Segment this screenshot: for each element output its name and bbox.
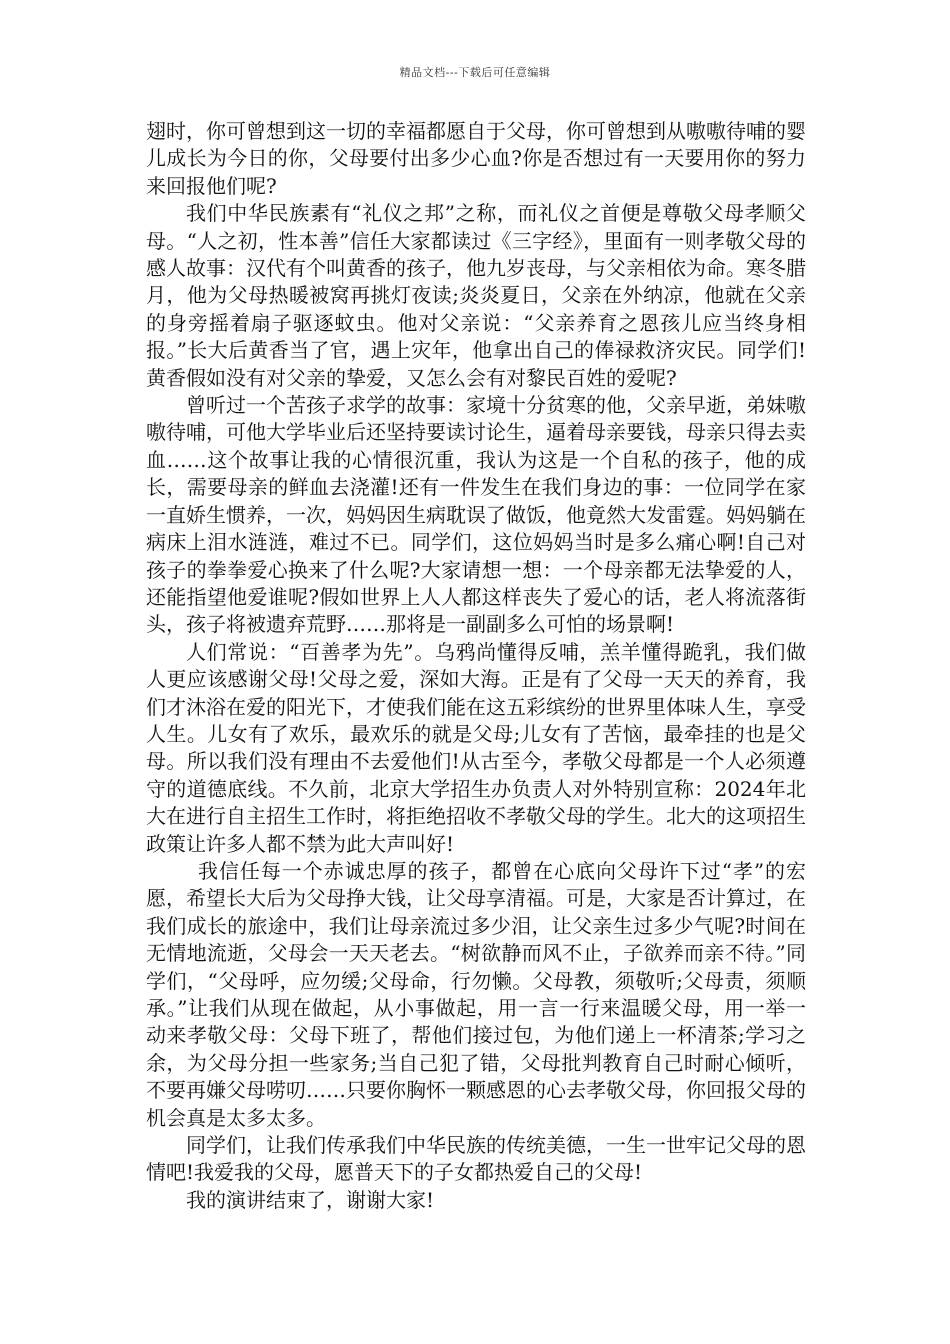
paragraph-5: 我信任每一个赤诚忠厚的孩子，都曾在心底向父母许下过“孝”的宏愿，希望长大后为父母挣大钱，让父母享清福。可是，大家是否计算过，在我们成长的旅途中，我们让母亲流过多少泪，让父亲生过多少气呢?时间在无情地流逝，父母会一天天老去。“树欲静而风不止，子欲养而亲不待。”同学们，“父母呼，应勿缓;父母命，行勿懒。父母教，须敬听;父母责，须顺承。”让我们从现在做起，从小事做起，用一言一行来温暖父母，用一举一动来孝敬父母：父母下班了，帮他们接过包，为他们递上一杯清茶;学习之余，为父母分担一些家务;当自己犯了错，父母批判教育自己时耐心倾听，不要再嫌父母唠叨……只要你胸怀一颗感恩的心去孝敬父母，你回报父母的机会真是太多太多。 bbox=[146, 858, 806, 1130]
document-body bbox=[146, 118, 806, 1214]
paragraph-3: 曾听过一个苦孩子求学的故事：家境十分贫寒的他，父亲早逝，弟妹嗷嗷待哺，可他大学毕业后还坚持要读讨论生，逼着母亲要钱，母亲只得去卖血……这个故事让我的心情很沉重，我认为这是一个自私的孩子，他的成长，需要母亲的鲜血去浇灌!还有一件发生在我们身边的事：一位同学在家一直娇生惯养，一次，妈妈因生病耽误了做饭，他竟然大发雷霆。妈妈躺在病床上泪水涟涟，难过不已。同学们，这位妈妈当时是多么痛心啊!自己对孩子的拳拳爱心换来了什么呢?大家请想一想：一个母亲都无法挚爱的人，还能指望他爱谁呢?假如世界上人人都这样丧失了爱心的话，老人将流落街头，孩子将被遗弃荒野……那将是一副副多么可怕的场景啊! bbox=[146, 393, 806, 637]
paragraph-4: 人们常说：“百善孝为先”。乌鸦尚懂得反哺，羔羊懂得跪乳，我们做人更应该感谢父母!父母之爱，深如大海。正是有了父母一天天的养育，我们才沐浴在爱的阳光下，才使我们能在这五彩缤纷的世界里体味人生，享受人生。儿女有了欢乐，最欢乐的就是父母;儿女有了苦恼，最牵挂的也是父母。所以我们没有理由不去爱他们!从古至今，孝敬父母都是一个人必须遵守的道德底线。不久前，北京大学招生办负责人对外特别宣称：2024年北大在进行自主招生工作时，将拒绝招收不孝敬父母的学生。北大的这项招生政策让许多人都不禁为此大声叫好! bbox=[146, 639, 806, 856]
paragraph-1: 翅时，你可曾想到这一切的幸福都愿自于父母，你可曾想到从嗷嗷待哺的婴儿成长为今日的你，父母要付出多少心血?你是否想过有一天要用你的努力来回报他们呢? bbox=[146, 119, 806, 198]
paragraph-2: 我们中华民族素有“礼仪之邦”之称，而礼仪之首便是尊敬父母孝顺父母。“人之初，性本善”信任大家都读过《三字经》，里面有一则孝敬父母的感人故事：汉代有个叫黄香的孩子，他九岁丧母，与父亲相依为命。寒冬腊月，他为父母热暖被窝再挑灯夜读;炎炎夏日，父亲在外纳凉，他就在父亲的身旁摇着扇子驱逐蚊虫。他对父亲说：“父亲养育之恩孩儿应当终身相报。”长大后黄香当了官，遇上灾年，他拿出自己的俸禄救济灾民。同学们!黄香假如没有对父亲的挚爱，又怎么会有对黎民百姓的爱呢? bbox=[146, 201, 806, 390]
page-header: 精品文档---下载后可任意编辑 bbox=[399, 66, 551, 79]
paragraph-6: 同学们，让我们传承我们中华民族的传统美德，一生一世牢记父母的恩情吧!我爱我的父母，愿普天下的子女都热爱自己的父母! bbox=[146, 1133, 806, 1185]
paragraph-7: 我的演讲结束了，谢谢大家! bbox=[186, 1187, 435, 1212]
